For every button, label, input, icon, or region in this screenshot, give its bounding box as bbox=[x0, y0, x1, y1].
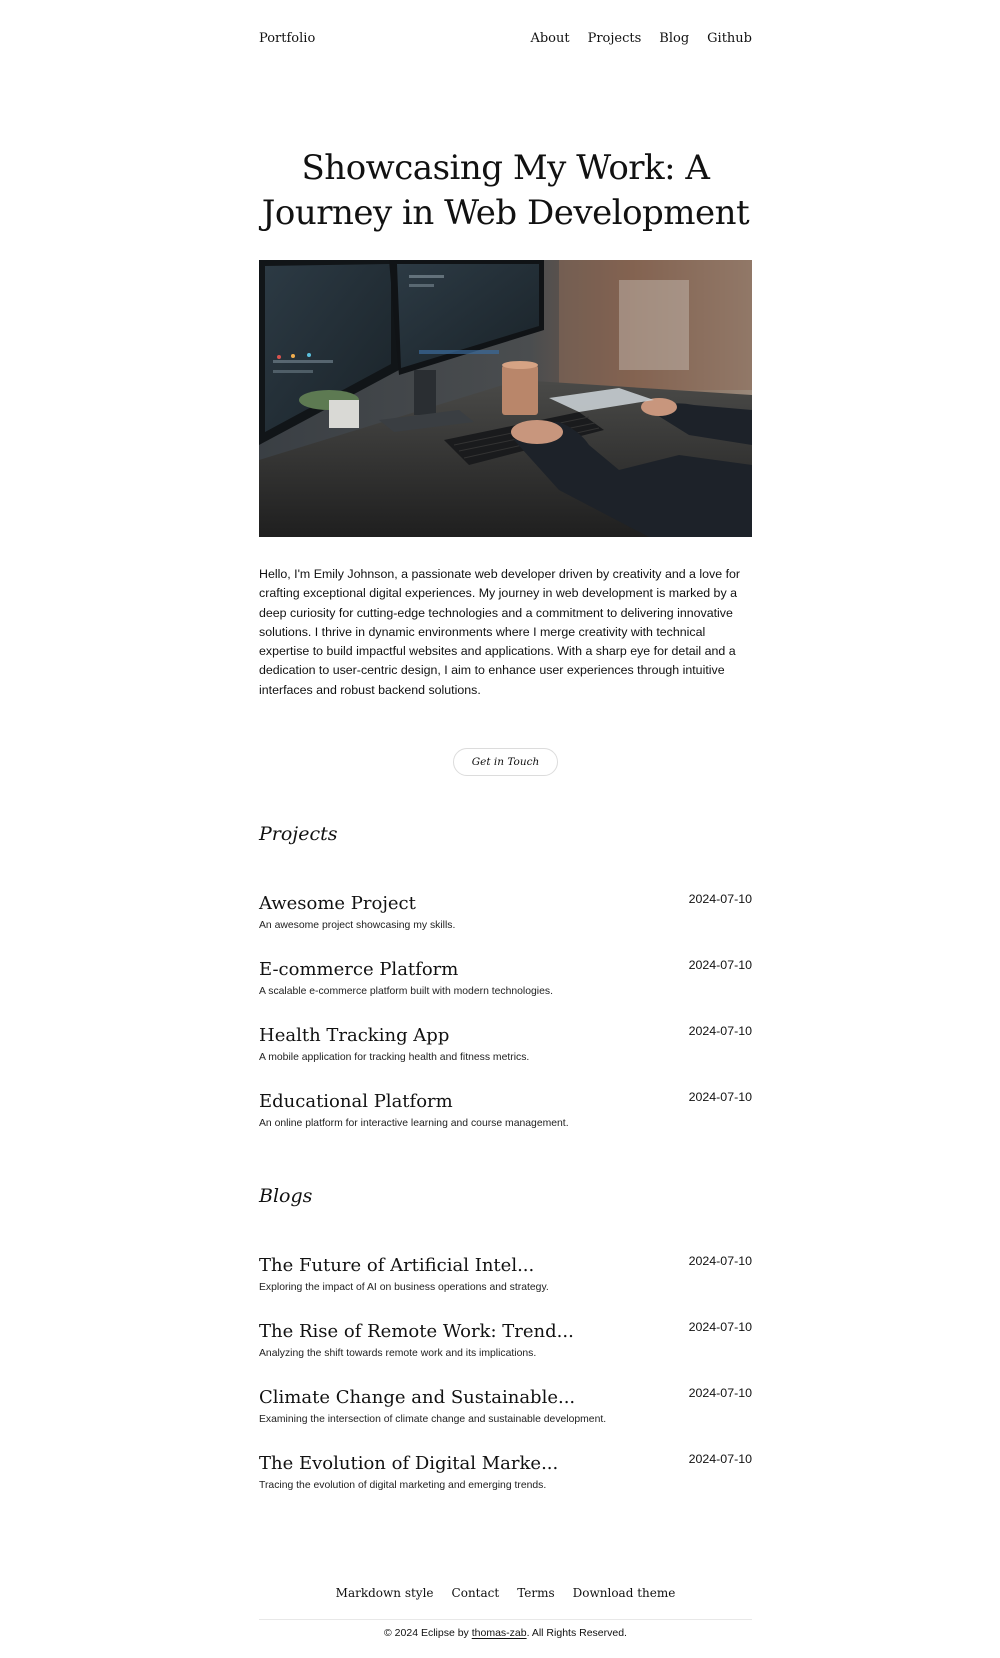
copyright-prefix: © 2024 Eclipse by bbox=[384, 1627, 469, 1639]
blog-title-link[interactable]: The Future of Artificial Intel... bbox=[259, 1255, 535, 1276]
blog-description: Examining the intersection of climate change and sustainable development. bbox=[259, 1414, 607, 1425]
intro-paragraph: Hello, I'm Emily Johnson, a passionate web developer driven by creativity and a love for crafting exceptional digital experiences. My journey in web development is marked by a deep curiosity for cutting-edge technologies and a commitment to delivering innovative solutions. I thrive in dynamic environments where I merge creativity with technical expertise to build impactful websites and applications. With a sharp eye for detail and a dedication to user-centric design, I aim to enhance user experiences through intuitive interfaces and robust backend solutions. bbox=[259, 567, 741, 697]
footer-link-terms[interactable]: Terms bbox=[517, 1586, 555, 1600]
project-description: An awesome project showcasing my skills. bbox=[259, 920, 456, 931]
project-date: 2024-07-10 bbox=[688, 1090, 752, 1104]
projects-heading: Projects bbox=[259, 823, 338, 845]
blog-description: Analyzing the shift towards remote work and its implications. bbox=[259, 1348, 537, 1359]
blog-description: Exploring the impact of AI on business operations and strategy. bbox=[259, 1282, 549, 1293]
nav-link-about[interactable]: About bbox=[530, 30, 570, 46]
blog-item bbox=[259, 1452, 752, 1493]
project-description: An online platform for interactive learning and course management. bbox=[259, 1118, 569, 1129]
cta-row bbox=[259, 748, 752, 776]
hero-image bbox=[259, 260, 752, 537]
author-link[interactable]: thomas-zab bbox=[471, 1627, 527, 1639]
project-date: 2024-07-10 bbox=[688, 892, 752, 906]
developer-desk-illustration bbox=[259, 260, 752, 537]
footer-divider bbox=[259, 1619, 752, 1620]
blog-description: Tracing the evolution of digital marketing and emerging trends. bbox=[259, 1480, 547, 1491]
blog-item bbox=[259, 1320, 752, 1361]
blog-date: 2024-07-10 bbox=[688, 1452, 752, 1466]
project-item bbox=[259, 958, 752, 999]
copyright bbox=[259, 1627, 752, 1639]
project-date: 2024-07-10 bbox=[688, 958, 752, 972]
projects-list bbox=[259, 892, 752, 1131]
footer-links bbox=[259, 1586, 752, 1600]
blog-item bbox=[259, 1386, 752, 1427]
nav-link-blog[interactable]: Blog bbox=[659, 30, 690, 46]
blog-date: 2024-07-10 bbox=[688, 1254, 752, 1268]
nav-link-projects[interactable]: Projects bbox=[587, 30, 642, 46]
project-description: A mobile application for tracking health and fitness metrics. bbox=[259, 1052, 530, 1063]
footer-link-download-theme[interactable]: Download theme bbox=[572, 1586, 676, 1600]
blogs-heading: Blogs bbox=[259, 1185, 313, 1207]
blog-date: 2024-07-10 bbox=[688, 1386, 752, 1400]
page-title-line-1: Showcasing My Work: A bbox=[301, 148, 710, 188]
blog-title-link[interactable]: The Rise of Remote Work: Trend... bbox=[259, 1321, 574, 1342]
top-nav bbox=[259, 26, 752, 50]
project-title-link[interactable]: Awesome Project bbox=[259, 893, 416, 914]
blog-date: 2024-07-10 bbox=[688, 1320, 752, 1334]
project-item bbox=[259, 1024, 752, 1065]
page-title bbox=[259, 146, 752, 236]
nav-links bbox=[530, 31, 752, 46]
nav-link-github[interactable]: Github bbox=[707, 30, 752, 46]
get-in-touch-button[interactable]: Get in Touch bbox=[453, 748, 559, 776]
blogs-list bbox=[259, 1254, 752, 1493]
project-item bbox=[259, 892, 752, 933]
project-description: A scalable e-commerce platform built with modern technologies. bbox=[259, 986, 553, 997]
project-date: 2024-07-10 bbox=[688, 1024, 752, 1038]
page-title-line-2: Journey in Web Development bbox=[261, 193, 750, 233]
blog-title-link[interactable]: The Evolution of Digital Marke... bbox=[259, 1453, 559, 1474]
project-title-link[interactable]: Health Tracking App bbox=[259, 1025, 450, 1046]
footer-link-markdown-style[interactable]: Markdown style bbox=[335, 1586, 434, 1600]
blog-title-link[interactable]: Climate Change and Sustainable... bbox=[259, 1387, 576, 1408]
footer-link-contact[interactable]: Contact bbox=[451, 1586, 500, 1600]
copyright-suffix: . All Rights Reserved. bbox=[526, 1627, 627, 1639]
project-item bbox=[259, 1090, 752, 1131]
blog-item bbox=[259, 1254, 752, 1295]
brand-link[interactable]: Portfolio bbox=[259, 30, 316, 46]
project-title-link[interactable]: E-commerce Platform bbox=[259, 959, 459, 980]
project-title-link[interactable]: Educational Platform bbox=[259, 1091, 453, 1112]
